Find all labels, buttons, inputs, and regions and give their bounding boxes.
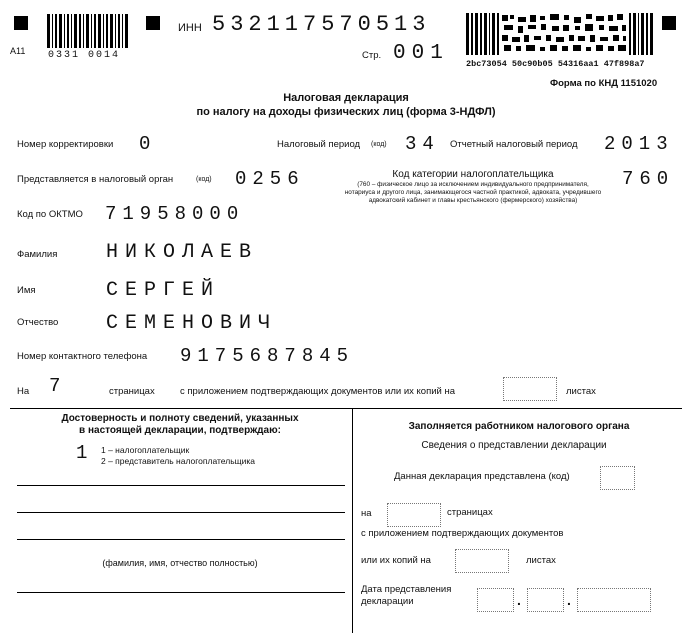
correction-number-value: 0 (139, 133, 157, 155)
pages-count-value: 7 (49, 375, 67, 397)
oktmo-value: 71958000 (105, 203, 245, 225)
submission-date-month-field[interactable] (527, 588, 564, 612)
name-value: СЕРГЕЙ (106, 279, 221, 302)
confirmation-heading-line2: в настоящей декларации, подтверждаю: (79, 425, 281, 436)
officer-attach-label: с приложением подтверждающих документов (361, 528, 564, 539)
tax-authority-label: Представляется в налоговый орган (17, 174, 174, 185)
surname-value: НИКОЛАЕВ (106, 241, 259, 264)
name-label: Имя (17, 285, 36, 296)
page-value: 001 (393, 42, 449, 65)
hash-codes: 2bc73054 50c90b05 54316aa1 47f898a7 (466, 59, 645, 69)
fio-line-2[interactable] (17, 512, 345, 513)
panel-divider (352, 408, 353, 633)
officer-on-label: на (361, 508, 372, 519)
fio-line-3[interactable] (17, 539, 345, 540)
pages-label: страницах (109, 386, 155, 397)
attachments-label: с приложением подтверждающих документов или их копий на (180, 386, 456, 397)
signer-option-2: 2 – представитель налогоплательщика (101, 456, 255, 466)
patronymic-label: Отчество (17, 317, 59, 328)
tax-period-value: 34 (405, 133, 440, 155)
submitted-code-field[interactable] (600, 466, 635, 490)
registration-mark-left (14, 16, 28, 30)
confirmation-heading-line1: Достоверность и полноту сведений, указанных (61, 413, 299, 424)
tax-period-code-note: (код) (371, 141, 387, 148)
tax-officer-heading: Заполняется работником налогового органа (408, 421, 630, 432)
officer-sheets-field[interactable] (455, 549, 509, 573)
oktmo-label: Код по ОКТМО (17, 209, 83, 220)
page-label: Стр. (362, 50, 382, 61)
officer-pages-label: страницах (447, 507, 493, 518)
submission-date-day-field[interactable] (477, 588, 514, 612)
declaration-title-line1: Налоговая декларация (283, 92, 409, 104)
pages-on-label: На (17, 386, 30, 397)
fio-caption: (фамилия, имя, отчество полностью) (102, 558, 258, 568)
taxpayer-category-value: 760 (622, 168, 675, 190)
tax-authority-value: 0256 (235, 168, 305, 190)
surname-label: Фамилия (17, 249, 58, 260)
taxpayer-category-label: Код категории налогоплательщика (392, 169, 554, 180)
section-divider (10, 408, 682, 409)
form-code-a11: А11 (10, 46, 26, 56)
officer-copies-label: или их копий на (361, 555, 431, 566)
date-separator-1: . (517, 592, 521, 608)
report-year-label: Отчетный налоговый период (450, 139, 578, 150)
phone-label: Номер контактного телефона (17, 351, 148, 362)
barcode (47, 14, 129, 48)
fio-line-1[interactable] (17, 485, 345, 486)
officer-sheets-label: листах (526, 555, 556, 566)
signature-line[interactable] (17, 592, 345, 593)
attachment-sheets-field[interactable] (503, 377, 557, 401)
submitted-code-label: Данная декларация представлена (код) (394, 471, 570, 482)
registration-mark-right (662, 16, 676, 30)
submission-date-label-2: декларации (361, 596, 414, 607)
taxpayer-category-note: (760 – физическое лицо за исключением индивидуального предпринимателя, нотариуса и другого лица, занимающегося частной практикой, адвоката, учредившего адвокатский кабинет и главы крестьянского (фермерского) хозяйства) (344, 181, 602, 204)
submission-date-year-field[interactable] (577, 588, 651, 612)
signer-option-1: 1 – налогоплательщик (101, 445, 190, 455)
sheets-label: листах (566, 386, 596, 397)
date-separator-2: . (567, 592, 571, 608)
declaration-title-line2: по налогу на доходы физических лиц (форма 3-НДФЛ) (196, 106, 496, 118)
inn-value: 532117570513 (212, 12, 431, 37)
report-year-value: 2013 (604, 133, 674, 155)
signer-type-value: 1 (76, 442, 94, 464)
registration-mark-center (146, 16, 160, 30)
barcode-digits: 0331 0014 (48, 50, 121, 61)
submission-date-label-1: Дата представления (361, 584, 452, 595)
tax-period-label: Налоговый период (277, 139, 361, 150)
inn-label: ИНН (178, 22, 202, 34)
tax-authority-code-note: (код) (196, 176, 212, 183)
submission-info-subheading: Сведения о представлении декларации (421, 440, 607, 451)
patronymic-value: СЕМЕНОВИЧ (106, 312, 278, 335)
officer-pages-field[interactable] (387, 503, 441, 527)
phone-value: 9175687845 (180, 345, 355, 367)
form-knd-code: Форма по КНД 1151020 (550, 78, 658, 89)
correction-number-label: Номер корректировки (17, 139, 114, 150)
datamatrix-barcode (466, 13, 654, 55)
